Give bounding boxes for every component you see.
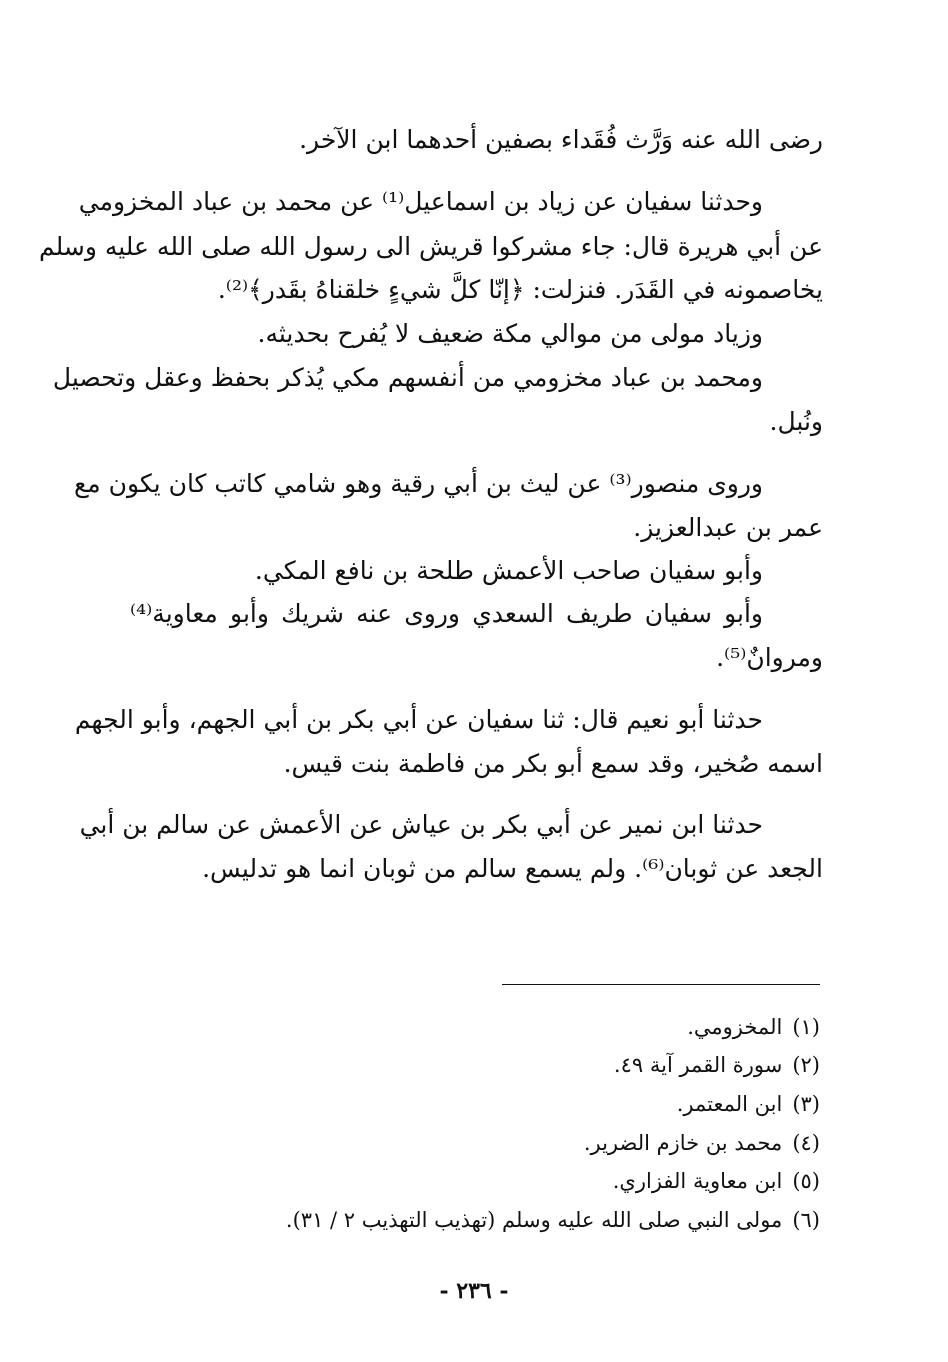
text-line: وزياد مولى من موالي مكة ضعيف لا يُفرح بحديثه. xyxy=(257,319,763,348)
text-line: رضى الله عنه وَرَّث فُقَداء بصفين أحدهما ابن الآخر. xyxy=(299,125,823,154)
text-line: حدثنا ابن نمير عن أبي بكر بن عياش عن الأعمش عن سالم بن أبي xyxy=(79,810,763,839)
text-line: وحدثنا سفيان عن زياد بن اسماعيل⁽¹⁾ عن محمد بن عباد المخزومي xyxy=(78,187,763,216)
text-line: وروى منصور⁽³⁾ عن ليث بن أبي رقية وهو شامي كاتب كان يكون مع xyxy=(73,469,763,498)
text-line: حدثنا أبو نعيم قال: ثنا سفيان عن أبي بكر بن أبي الجهم، وأبو الجهم xyxy=(74,705,763,734)
footnote xyxy=(614,1048,820,1082)
footnote xyxy=(687,1010,820,1044)
footnote-text: ابن المعتمر. xyxy=(676,1092,783,1116)
text-line: عن أبي هريرة قال: جاء مشركوا قريش الى رسول الله صلى الله عليه وسلم xyxy=(38,232,823,261)
text-line: ونُبل. xyxy=(769,407,823,436)
text-line: الجعد عن ثوبان⁽⁶⁾. ولم يسمع سالم من ثوبان انما هو تدليس. xyxy=(202,854,823,883)
text-line: اسمه صُخير، وقد سمع أبو بكر من فاطمة بنت قيس. xyxy=(283,749,823,778)
footnote-number: (٣) xyxy=(792,1092,820,1116)
footnote-number: (٦) xyxy=(792,1208,820,1232)
text-line: وأبو سفيان صاحب الأعمش طلحة بن نافع المكي. xyxy=(254,556,763,585)
page-number: - ٢٣٦ - xyxy=(439,1278,509,1304)
footnote-number: (٤) xyxy=(792,1131,820,1155)
text-line: يخاصمونه في القَدَر. فنزلت: ﴿إنّا كلَّ شيءٍ خلقناهُ بقَدر﴾⁽²⁾. xyxy=(217,275,823,304)
footnote-text: ابن معاوية الفزاري. xyxy=(612,1169,783,1193)
footnote-number: (٥) xyxy=(792,1169,820,1193)
footnote-number: (١) xyxy=(792,1015,820,1039)
footnote-separator xyxy=(502,984,820,985)
footnote xyxy=(584,1126,820,1160)
text-line: ومحمد بن عباد مخزومي من أنفسهم مكي يُذكر بحفظ وعقل وتحصيل xyxy=(52,363,763,392)
text-line: وأبو سفيان طريف السعدي وروى عنه شريك وأبو معاوية⁽⁴⁾ xyxy=(130,599,763,628)
footnote xyxy=(613,1164,820,1198)
footnote-number: (٢) xyxy=(792,1053,820,1077)
text-line: عمر بن عبدالعزيز. xyxy=(633,513,823,542)
footnote-text: سورة القمر آية ٤٩. xyxy=(613,1053,783,1077)
footnote-text: محمد بن خازم الضرير. xyxy=(583,1131,783,1155)
footnote-text: المخزومي. xyxy=(687,1015,783,1039)
footnote xyxy=(677,1087,820,1121)
footnote-text: مولى النبي صلى الله عليه وسلم (تهذيب التهذيب ٢ / ٣١). xyxy=(285,1208,783,1232)
text-line: ومروانٌ⁽⁵⁾. xyxy=(716,643,823,672)
footnote xyxy=(286,1203,820,1237)
